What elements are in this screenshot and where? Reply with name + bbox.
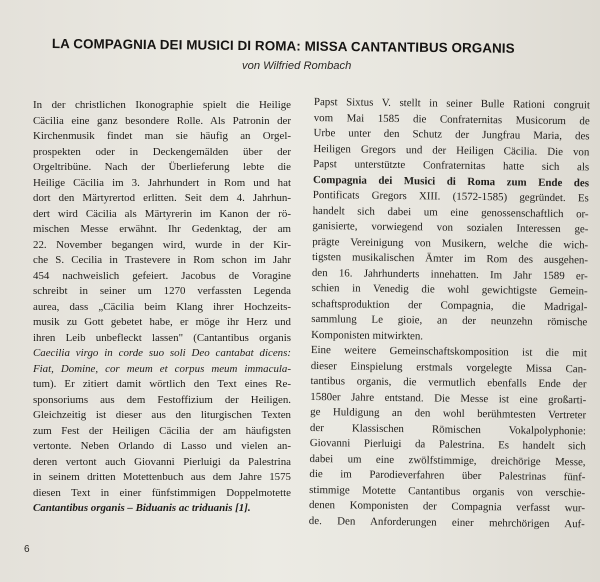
text-line: dieser Einspielung erstmals vorgelegte Missa Can- (310, 359, 587, 375)
text-line: Pontificats Gregors XIII. (1572-1585) gegründet. Es (312, 188, 589, 205)
text-line: Eine weitere Gemeinschaftskomposition ist die mit (310, 343, 587, 360)
text-line: dert wird Cäcilia als Märtyrerin im Kanon der rö- (33, 207, 291, 220)
text-line: ihren Leib unbefleckt lassen" (Cantantibus organis (33, 331, 291, 344)
text-line: schreibt in seiner um 1270 verfassten Legenda (33, 285, 291, 297)
text-line: Urbe unter den Schutz der Jungfrau Maria, des (313, 126, 590, 143)
text-line: Compagnia dei Musici di Roma zum Ende des (312, 173, 590, 189)
text-line: diesen Text in einer fünfstimmigen Doppelmotette (33, 486, 291, 499)
text-line: deren vertont auch Giovanni Pierluigi da Palestrina (33, 455, 291, 468)
article-title: LA COMPAGNIA DEI MUSICI DI ROMA: MISSA CANTANTIBUS ORGANIS (51, 36, 515, 56)
text-line: Komponisten mitwirkten. (311, 328, 424, 342)
page-number: 6 (24, 544, 30, 555)
text-line: zum Fest der Heiligen Cäcilia der am häufigsten (33, 424, 291, 437)
article-byline: von Wilfried Rombach (242, 60, 352, 72)
text-line: handelt sich dabei um eine genossenschaftlich or- (312, 204, 589, 220)
text-line: Caecilia virgo in corde suo soli Deo cantabat dicens: (33, 347, 291, 359)
text-line: In der christlichen Ikonographie spielt die Heilige (33, 99, 291, 111)
text-line: 1580er Jahre entstand. Die Messe ist eine großarti- (310, 390, 587, 406)
text-line: Papst unterstützte Confraternitas hatte sich als (313, 157, 590, 174)
text-line: schaftsproduktion der Compagnia, die Madrigal- (311, 297, 588, 313)
text-line: tantibus organis, die vermutlich ebenfalls Ende der (310, 374, 587, 391)
text-line: Kirchenmusik findet man sie häufig an Orgel- (33, 130, 291, 142)
text-line: der Klassischen Römischen Vokalpolyphonie: (309, 421, 587, 437)
text-line: Gleichzeitig ist dieser aus den liturgischen Texten (33, 409, 291, 421)
text-line: che S. Cecilia in Trastevere in Rom schon im Jahr (33, 254, 291, 266)
text-line: prospekten oder in Deckengemälden über der (33, 145, 291, 158)
text-line: ganisierte, vorwiegend von sozialen Interessen ge- (312, 219, 589, 236)
text-line: musik zu Gott gebetet habe, er möge ihr Herz und (33, 316, 291, 328)
right-text-column (309, 98, 590, 532)
text-line: Orgeltribüne. Nach der Überlieferung lebte die (33, 161, 291, 173)
text-line: ge Huldigung an den wohl berühmtesten Vertreter (310, 405, 587, 422)
text-line: Cantantibus organis – Biduanis ac triduanis [1]. (33, 502, 251, 514)
text-line: aurea, dass „Cäcilia beim Klang ihrer Hochzeits- (33, 300, 291, 313)
text-line: Giovanni Pierluigi da Palestrina. Es handelt sich (309, 436, 586, 453)
text-line: de. Den Anforderungen einer mehrchörigen Auf- (308, 514, 585, 530)
text-line: dabei um eine zwölfstimmige, dreichörige Messe, (309, 452, 586, 468)
text-line: mischen Messe erwähnt. Ihr Gedenktag, der am (33, 223, 291, 235)
text-line: prägte Vereinigung von Musikern, welche die wich- (312, 235, 589, 251)
text-line: 454 nachweislich gefeiert. Jacobus de Voragine (33, 269, 291, 282)
left-text-column (33, 98, 291, 517)
text-line: Heiligen Gregors und der Heiligen Cäcilia. Die von (313, 142, 590, 158)
text-line: Heilige Cäcilia im 3. Jahrhundert in Rom und hat (33, 176, 291, 189)
text-line: vertonte. Neben Orlando di Lasso und vielen an- (33, 440, 291, 452)
text-line: tigsten musikalischen Ämter im Rom des ausgehen- (311, 250, 589, 267)
text-line: stimmige Motette Cantantibus organis von verschie- (309, 483, 586, 499)
text-line: dort den Märtyrertod erlitten. Seit dem 4. Jahrhun- (33, 192, 291, 204)
text-line: sammlung Le gioie, an der neunzehn römische (311, 312, 588, 329)
text-line: in seinem dritten Motettenbuch aus dem Jahre 1575 (33, 471, 291, 483)
text-line: die im Parodieverfahren über Palestrinas fünf- (309, 467, 586, 484)
text-line: tum). Er zitiert damit wörtlich den Text eines Re- (33, 378, 291, 390)
text-line: Fiat, Domine, cor meum et corpus meum immacula- (33, 362, 291, 375)
text-line: denen Komponisten der Compagnia verfasst wur- (308, 498, 586, 515)
text-line: 22. November begangen wird, wurde in der Kir- (33, 238, 291, 251)
text-line: Cäcilia eine ganz besondere Rolle. Als Patronin der (33, 114, 291, 127)
text-line: sponsoriums aus dem Festoffizium der Heiligen. (33, 393, 291, 406)
text-line: vom Mai 1585 die Confraternitas Musicorum de (313, 111, 590, 127)
text-line: den 16. Jahrhunderts innehatten. Im Jahr 1589 er- (311, 266, 588, 282)
text-line: schien in Venedig die wohl gewichtigste Gemein- (311, 281, 588, 298)
text-line: Papst Sixtus V. stellt in seiner Bulle Rationi congruit (313, 96, 591, 112)
